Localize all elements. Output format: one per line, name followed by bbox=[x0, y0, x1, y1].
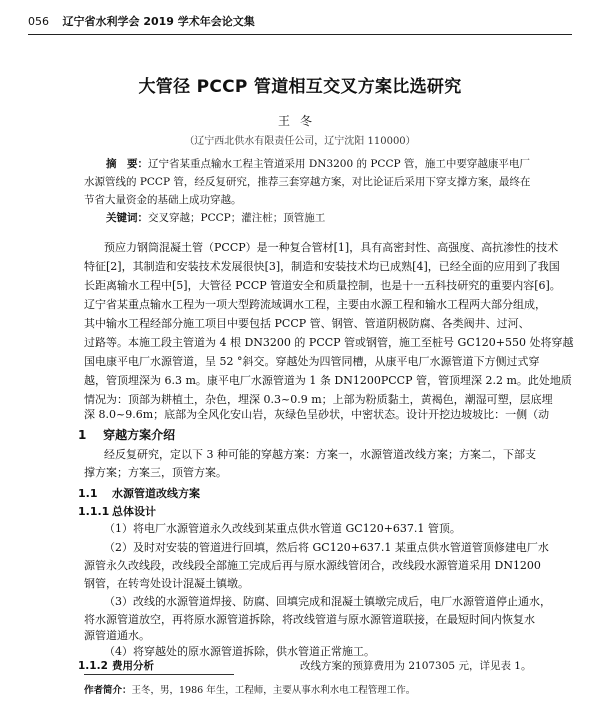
body-line: 撑方案；方案三，顶管方案。 bbox=[84, 466, 227, 479]
body-line: （4）将穿越处的原水源管道拆除，供水管道正常施工。 bbox=[104, 645, 375, 658]
subsubsection-title: 费用分析 bbox=[112, 660, 154, 672]
body-line: 源管永久改线段，改线段全部施工完成后再与原水源线管闭合，改线段水源管道采用 DN1200 bbox=[84, 559, 541, 572]
abstract-text: 辽宁省某重点输水工程主管道采用 DN3200 的 PCCP 管，施工中要穿越康平电厂 bbox=[148, 158, 530, 170]
subsubsection-title: 总体设计 bbox=[112, 505, 156, 518]
footnote-rule bbox=[84, 674, 234, 675]
article-author: 王冬 bbox=[277, 114, 322, 128]
subsubsection-number: 1.1.1 bbox=[78, 505, 110, 518]
body-line: 特征[2]，其制造和安装技术发展很快[3]，制造和安装技术均已成熟[4]，已经全面的应用到了我国 bbox=[84, 260, 560, 273]
body-line: 过路等。本施工段主管道为 4 根 DN3200 的 PCCP 管或钢管，施工至桩号 GC120+550 处将穿越 bbox=[84, 336, 574, 349]
keywords-line bbox=[106, 210, 325, 226]
body-line: 情况为：顶部为耕植土，杂色，埋深 0.3~0.9 m；上部为粉质黏土，黄褐色，潮湿可塑，层底埋 bbox=[84, 393, 553, 406]
body-line: 将水源管道放空，再将原水源管道拆除，将改线管道与原水源管道联接，在最短时间内恢复水 bbox=[84, 613, 535, 626]
body-line: 其中输水工程经部分施工项目中要包括 PCCP 管、钢管、管道阴极防腐、各类阀井、过河、 bbox=[84, 317, 530, 330]
abstract-line: 水源管线的 PCCP 管，经反复研究，推荐三套穿越方案，对比论证后采用下穿支撑方案，最终在 bbox=[84, 176, 531, 188]
page-number: 056 bbox=[28, 15, 49, 28]
abstract-line: 节省大量资金的基础上成功穿越。 bbox=[84, 194, 242, 206]
body-line: 源管道通水。 bbox=[84, 629, 150, 642]
body-line: 钢管，在转弯处设计混凝土镇墩。 bbox=[84, 577, 249, 590]
subsection-title: 水源管道改线方案 bbox=[112, 487, 200, 500]
footnote-label: 作者简介： bbox=[84, 685, 132, 696]
footnote-text: 王冬，男，1986 年生，工程师，主要从事水利水电工程管理工作。 bbox=[131, 685, 416, 696]
running-header bbox=[28, 12, 572, 35]
subsubsection-heading bbox=[78, 658, 154, 673]
section-title: 穿越方案介绍 bbox=[103, 428, 176, 442]
keywords-label: 关键词： bbox=[106, 212, 148, 224]
journal-name: 辽宁省水利学会 2019 学术年会论文集 bbox=[62, 15, 255, 28]
subsubsection-number: 1.1.2 bbox=[78, 660, 108, 672]
subsection-heading bbox=[78, 485, 200, 501]
body-line: （3）改线的水源管道焊接、防腐、回填完成和混凝土镇墩完成后，电厂水源管道停止通水， bbox=[104, 595, 551, 608]
body-line: 长距离输水工程中[5]，大管径 PCCP 管道安全和质量控制，也是十一五科技研究的重要内容[6]。 bbox=[84, 279, 561, 292]
body-line: 经反复研究，定以下 3 种可能的穿越方案：方案一，水源管道改线方案；方案二，下部支 bbox=[104, 448, 536, 461]
body-line: 深 8.0~9.6m；底部为全风化安山岩，灰绿色呈砂状，中密状态。设计开挖边坡坡比：一侧（动 bbox=[84, 408, 550, 421]
keywords-text: 交叉穿越；PCCP；灌注桩；顶管施工 bbox=[148, 212, 326, 224]
body-line: 国电康平电厂水源管道，呈 52 °斜交。穿越处为四管同槽，从康平电厂水源管道下方侧过式穿 bbox=[84, 355, 540, 368]
article-title: 大管径 PCCP 管道相互交叉方案比选研究 bbox=[138, 77, 462, 97]
body-line: （1）将电厂水源管道永久改线到某重点供水管道 GC120+637.1 管顶。 bbox=[104, 522, 461, 535]
subsubsection-heading bbox=[78, 503, 156, 519]
body-line: 越，管顶埋深为 6.3 m。康平电厂水源管道为 1 条 DN1200PCCP 管，管顶埋深 2.2 m。此处地质 bbox=[84, 374, 572, 387]
body-line: 预应力钢筒混凝土管（PCCP）是一种复合管材[1]，具有高密封性、高强度、高抗渗性的技术 bbox=[104, 241, 559, 254]
section-number: 1 bbox=[78, 428, 87, 442]
body-line: 改线方案的预算费用为 2107305 元，详见表 1。 bbox=[300, 660, 532, 672]
subsection-number: 1.1 bbox=[78, 487, 98, 500]
abstract-label: 摘 要： bbox=[106, 158, 148, 170]
section-heading bbox=[78, 426, 175, 443]
abstract-line bbox=[106, 156, 530, 172]
body-line: （2）及时对安装的管道进行回填，然后将 GC120+637.1 某重点供水管道管顶修建电厂水 bbox=[104, 541, 549, 554]
body-line: 辽宁省某重点输水工程为一项大型跨流域调水工程，主要由水源工程和输水工程两大部分组成， bbox=[84, 298, 546, 311]
author-affiliation: （辽宁西北供水有限责任公司，辽宁沈阳 110000） bbox=[184, 136, 416, 147]
author-footnote bbox=[84, 682, 415, 696]
